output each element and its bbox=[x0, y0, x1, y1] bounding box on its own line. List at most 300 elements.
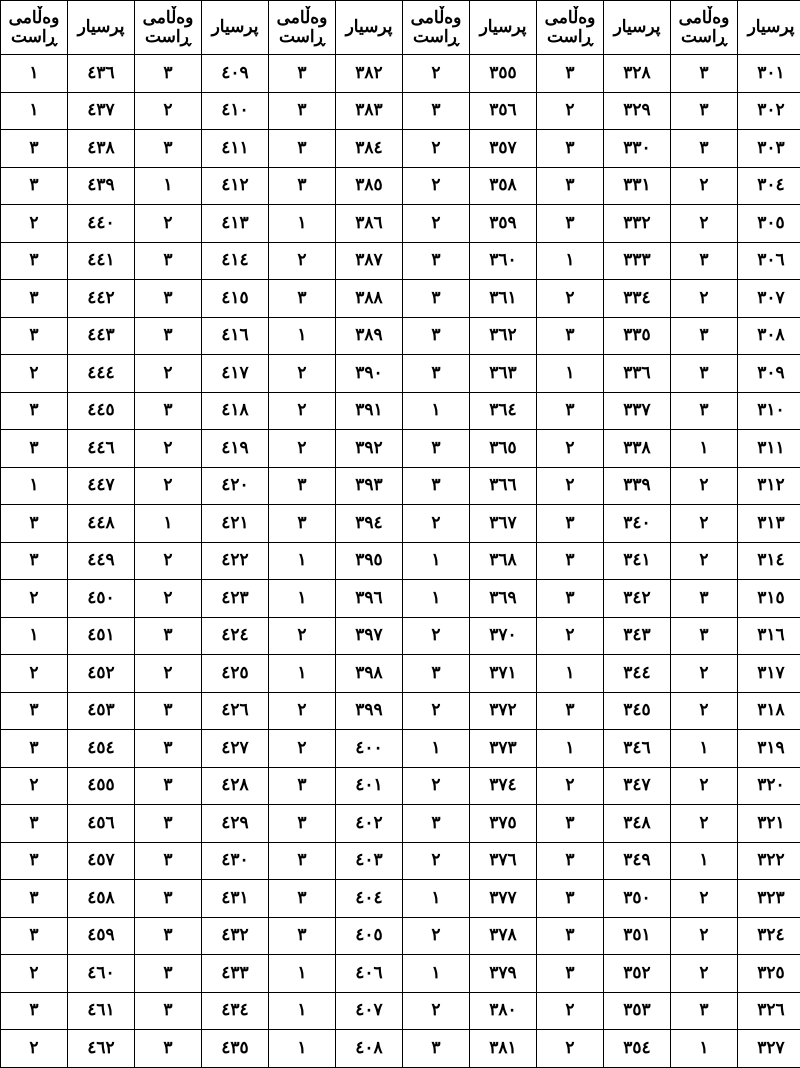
correct-answer-cell: ٢ bbox=[671, 880, 738, 918]
correct-answer-cell: ٢ bbox=[1, 1030, 68, 1068]
correct-answer-cell: ٢ bbox=[671, 467, 738, 505]
question-number-cell: ٣١٧ bbox=[738, 655, 800, 693]
question-number-cell: ٣٩٢ bbox=[336, 430, 403, 468]
question-number-cell: ٤٥١ bbox=[68, 617, 135, 655]
question-number-cell: ٤٣٣ bbox=[202, 955, 269, 993]
correct-answer-cell: ٣ bbox=[1, 730, 68, 768]
question-number-cell: ٤٠٩ bbox=[202, 55, 269, 93]
question-number-cell: ٣٧٤ bbox=[470, 767, 537, 805]
correct-answer-cell: ٢ bbox=[671, 692, 738, 730]
correct-answer-cell: ٣ bbox=[135, 617, 202, 655]
table-body bbox=[1, 55, 800, 1068]
question-number-cell: ٣٩٩ bbox=[336, 692, 403, 730]
correct-answer-cell: ٣ bbox=[135, 842, 202, 880]
answer-header: وەڵامی ڕاست bbox=[537, 1, 604, 55]
table-row bbox=[1, 92, 800, 130]
question-number-cell: ٤٢٧ bbox=[202, 730, 269, 768]
correct-answer-cell: ٢ bbox=[1, 355, 68, 393]
correct-answer-cell: ٣ bbox=[671, 317, 738, 355]
correct-answer-cell: ٢ bbox=[1, 655, 68, 693]
table-row bbox=[1, 955, 800, 993]
correct-answer-cell: ٢ bbox=[403, 617, 470, 655]
question-number-cell: ٤٤١ bbox=[68, 242, 135, 280]
correct-answer-cell: ٣ bbox=[135, 805, 202, 843]
question-number-cell: ٣٤٤ bbox=[604, 655, 671, 693]
correct-answer-cell: ٢ bbox=[671, 767, 738, 805]
question-number-cell: ٣٤٩ bbox=[604, 842, 671, 880]
question-number-cell: ٣٢٠ bbox=[738, 767, 800, 805]
question-number-cell: ٣٠٣ bbox=[738, 130, 800, 168]
correct-answer-cell: ٢ bbox=[403, 167, 470, 205]
question-number-cell: ٣٨٣ bbox=[336, 92, 403, 130]
correct-answer-cell: ٣ bbox=[537, 880, 604, 918]
question-number-cell: ٣١٥ bbox=[738, 580, 800, 618]
correct-answer-cell: ٣ bbox=[671, 242, 738, 280]
correct-answer-cell: ٣ bbox=[269, 805, 336, 843]
question-number-cell: ٣٦١ bbox=[470, 280, 537, 318]
question-number-cell: ٤٢٢ bbox=[202, 542, 269, 580]
table-row bbox=[1, 655, 800, 693]
question-number-cell: ٣٠٢ bbox=[738, 92, 800, 130]
correct-answer-cell: ٣ bbox=[537, 167, 604, 205]
question-number-cell: ٤١٦ bbox=[202, 317, 269, 355]
correct-answer-cell: ٢ bbox=[403, 205, 470, 243]
question-number-cell: ٣٨٥ bbox=[336, 167, 403, 205]
correct-answer-cell: ٢ bbox=[671, 917, 738, 955]
correct-answer-cell: ٣ bbox=[671, 992, 738, 1030]
correct-answer-cell: ٣ bbox=[269, 767, 336, 805]
correct-answer-cell: ٣ bbox=[537, 55, 604, 93]
table-row bbox=[1, 805, 800, 843]
correct-answer-cell: ٣ bbox=[269, 467, 336, 505]
correct-answer-cell: ١ bbox=[403, 580, 470, 618]
correct-answer-cell: ٣ bbox=[1, 317, 68, 355]
table-row bbox=[1, 992, 800, 1030]
answer-header: وەڵامی ڕاست bbox=[671, 1, 738, 55]
correct-answer-cell: ٢ bbox=[135, 580, 202, 618]
question-number-cell: ٤٣٨ bbox=[68, 130, 135, 168]
header-row bbox=[1, 1, 800, 55]
correct-answer-cell: ٣ bbox=[537, 955, 604, 993]
question-number-cell: ٣٤٣ bbox=[604, 617, 671, 655]
question-number-cell: ٣٧٢ bbox=[470, 692, 537, 730]
question-number-cell: ٣٣٦ bbox=[604, 355, 671, 393]
question-number-cell: ٤٥٠ bbox=[68, 580, 135, 618]
correct-answer-cell: ٣ bbox=[135, 917, 202, 955]
question-number-cell: ٤١٢ bbox=[202, 167, 269, 205]
question-number-cell: ٤٢٨ bbox=[202, 767, 269, 805]
question-number-cell: ٣٨٧ bbox=[336, 242, 403, 280]
question-number-cell: ٣٥٠ bbox=[604, 880, 671, 918]
correct-answer-cell: ٣ bbox=[671, 580, 738, 618]
correct-answer-cell: ٣ bbox=[135, 55, 202, 93]
question-number-cell: ٣٦٤ bbox=[470, 392, 537, 430]
question-number-cell: ٤١١ bbox=[202, 130, 269, 168]
question-number-cell: ٣٩١ bbox=[336, 392, 403, 430]
question-number-cell: ٤١٠ bbox=[202, 92, 269, 130]
table-row bbox=[1, 917, 800, 955]
correct-answer-cell: ٢ bbox=[135, 655, 202, 693]
answer-header: وەڵامی ڕاست bbox=[403, 1, 470, 55]
question-number-cell: ٣٨٤ bbox=[336, 130, 403, 168]
correct-answer-cell: ٣ bbox=[269, 917, 336, 955]
table-row bbox=[1, 880, 800, 918]
question-number-cell: ٣٩٤ bbox=[336, 505, 403, 543]
question-number-cell: ٤٢٩ bbox=[202, 805, 269, 843]
correct-answer-cell: ٢ bbox=[269, 730, 336, 768]
correct-answer-cell: ٣ bbox=[1, 430, 68, 468]
correct-answer-cell: ٢ bbox=[135, 467, 202, 505]
correct-answer-cell: ٣ bbox=[671, 392, 738, 430]
correct-answer-cell: ٣ bbox=[1, 880, 68, 918]
correct-answer-cell: ٣ bbox=[671, 130, 738, 168]
question-number-cell: ٣٦٦ bbox=[470, 467, 537, 505]
question-number-cell: ٤٥٧ bbox=[68, 842, 135, 880]
correct-answer-cell: ٣ bbox=[1, 805, 68, 843]
question-number-cell: ٤١٣ bbox=[202, 205, 269, 243]
question-number-cell: ٤٥٩ bbox=[68, 917, 135, 955]
correct-answer-cell: ٣ bbox=[269, 280, 336, 318]
correct-answer-cell: ٢ bbox=[403, 767, 470, 805]
question-number-cell: ٤٤٨ bbox=[68, 505, 135, 543]
question-number-cell: ٣١٣ bbox=[738, 505, 800, 543]
correct-answer-cell: ٣ bbox=[135, 692, 202, 730]
question-header: پرسیار bbox=[202, 1, 269, 55]
question-number-cell: ٣٩٥ bbox=[336, 542, 403, 580]
correct-answer-cell: ٣ bbox=[537, 842, 604, 880]
question-number-cell: ٣٨١ bbox=[470, 1030, 537, 1068]
correct-answer-cell: ٣ bbox=[135, 242, 202, 280]
question-number-cell: ٤٢١ bbox=[202, 505, 269, 543]
correct-answer-cell: ٣ bbox=[1, 542, 68, 580]
correct-answer-cell: ١ bbox=[671, 430, 738, 468]
question-number-cell: ٣٢٢ bbox=[738, 842, 800, 880]
question-number-cell: ٣٦٥ bbox=[470, 430, 537, 468]
question-number-cell: ٣٨٠ bbox=[470, 992, 537, 1030]
question-number-cell: ٤٠٢ bbox=[336, 805, 403, 843]
correct-answer-cell: ٢ bbox=[671, 655, 738, 693]
correct-answer-cell: ٣ bbox=[135, 955, 202, 993]
question-number-cell: ٣٣٠ bbox=[604, 130, 671, 168]
correct-answer-cell: ٢ bbox=[537, 430, 604, 468]
question-number-cell: ٤١٨ bbox=[202, 392, 269, 430]
question-header: پرسیار bbox=[68, 1, 135, 55]
correct-answer-cell: ٣ bbox=[135, 1030, 202, 1068]
correct-answer-cell: ١ bbox=[1, 92, 68, 130]
question-number-cell: ٤١٥ bbox=[202, 280, 269, 318]
question-number-cell: ٣٧٣ bbox=[470, 730, 537, 768]
correct-answer-cell: ٢ bbox=[269, 692, 336, 730]
correct-answer-cell: ٣ bbox=[135, 880, 202, 918]
question-number-cell: ٤١٩ bbox=[202, 430, 269, 468]
question-number-cell: ٣٩٨ bbox=[336, 655, 403, 693]
question-number-cell: ٣٦٧ bbox=[470, 505, 537, 543]
correct-answer-cell: ٣ bbox=[403, 805, 470, 843]
question-number-cell: ٣٥٣ bbox=[604, 992, 671, 1030]
table-row bbox=[1, 542, 800, 580]
correct-answer-cell: ٣ bbox=[135, 130, 202, 168]
correct-answer-cell: ٣ bbox=[403, 280, 470, 318]
question-number-cell: ٣٣٩ bbox=[604, 467, 671, 505]
correct-answer-cell: ٣ bbox=[1, 992, 68, 1030]
question-number-cell: ٣١٤ bbox=[738, 542, 800, 580]
question-number-cell: ٣٦٢ bbox=[470, 317, 537, 355]
question-number-cell: ٣٨٩ bbox=[336, 317, 403, 355]
correct-answer-cell: ٣ bbox=[671, 617, 738, 655]
correct-answer-cell: ٣ bbox=[671, 55, 738, 93]
correct-answer-cell: ٣ bbox=[135, 392, 202, 430]
question-number-cell: ٣٠٦ bbox=[738, 242, 800, 280]
question-number-cell: ٤٠٠ bbox=[336, 730, 403, 768]
correct-answer-cell: ٣ bbox=[537, 205, 604, 243]
question-header: پرسیار bbox=[470, 1, 537, 55]
correct-answer-cell: ٢ bbox=[269, 242, 336, 280]
question-number-cell: ٣٨٨ bbox=[336, 280, 403, 318]
correct-answer-cell: ٣ bbox=[269, 880, 336, 918]
correct-answer-cell: ٣ bbox=[1, 392, 68, 430]
correct-answer-cell: ٣ bbox=[403, 655, 470, 693]
question-number-cell: ٤١٤ bbox=[202, 242, 269, 280]
question-number-cell: ٣٤٢ bbox=[604, 580, 671, 618]
correct-answer-cell: ١ bbox=[135, 505, 202, 543]
question-number-cell: ٣١٠ bbox=[738, 392, 800, 430]
question-number-cell: ٤٣٢ bbox=[202, 917, 269, 955]
question-number-cell: ٤٤٢ bbox=[68, 280, 135, 318]
question-number-cell: ٤٥٨ bbox=[68, 880, 135, 918]
question-number-cell: ٣٩٦ bbox=[336, 580, 403, 618]
correct-answer-cell: ٢ bbox=[537, 1030, 604, 1068]
correct-answer-cell: ١ bbox=[671, 730, 738, 768]
question-number-cell: ٣٨٦ bbox=[336, 205, 403, 243]
correct-answer-cell: ٢ bbox=[403, 917, 470, 955]
question-number-cell: ٣٢٦ bbox=[738, 992, 800, 1030]
question-number-cell: ٤٥٢ bbox=[68, 655, 135, 693]
correct-answer-cell: ٣ bbox=[269, 130, 336, 168]
correct-answer-cell: ٢ bbox=[537, 992, 604, 1030]
question-number-cell: ٤٣٥ bbox=[202, 1030, 269, 1068]
correct-answer-cell: ١ bbox=[269, 955, 336, 993]
correct-answer-cell: ٣ bbox=[403, 1030, 470, 1068]
question-number-cell: ٣٢٥ bbox=[738, 955, 800, 993]
question-number-cell: ٣٤٥ bbox=[604, 692, 671, 730]
table-row bbox=[1, 355, 800, 393]
question-number-cell: ٣١١ bbox=[738, 430, 800, 468]
correct-answer-cell: ٢ bbox=[269, 430, 336, 468]
question-number-cell: ٤٢٤ bbox=[202, 617, 269, 655]
question-number-cell: ٤٥٣ bbox=[68, 692, 135, 730]
question-number-cell: ٤٢٠ bbox=[202, 467, 269, 505]
question-number-cell: ٤٠٨ bbox=[336, 1030, 403, 1068]
table-row bbox=[1, 167, 800, 205]
question-number-cell: ٣٠٩ bbox=[738, 355, 800, 393]
question-number-cell: ٣٦٩ bbox=[470, 580, 537, 618]
correct-answer-cell: ٢ bbox=[537, 280, 604, 318]
table-row bbox=[1, 317, 800, 355]
question-number-cell: ٤٠٦ bbox=[336, 955, 403, 993]
question-number-cell: ٣٨٢ bbox=[336, 55, 403, 93]
correct-answer-cell: ١ bbox=[1, 617, 68, 655]
correct-answer-cell: ١ bbox=[1, 467, 68, 505]
correct-answer-cell: ٣ bbox=[1, 505, 68, 543]
question-number-cell: ٤٣١ bbox=[202, 880, 269, 918]
question-number-cell: ٤٦١ bbox=[68, 992, 135, 1030]
question-number-cell: ٣٩٧ bbox=[336, 617, 403, 655]
correct-answer-cell: ٣ bbox=[269, 505, 336, 543]
question-number-cell: ٤٣٧ bbox=[68, 92, 135, 130]
question-number-cell: ٣٢٣ bbox=[738, 880, 800, 918]
table-row bbox=[1, 730, 800, 768]
correct-answer-cell: ٢ bbox=[403, 992, 470, 1030]
question-number-cell: ٣٩٣ bbox=[336, 467, 403, 505]
question-number-cell: ٣٣٨ bbox=[604, 430, 671, 468]
correct-answer-cell: ٢ bbox=[135, 430, 202, 468]
question-number-cell: ٤٤٥ bbox=[68, 392, 135, 430]
correct-answer-cell: ٢ bbox=[1, 955, 68, 993]
question-number-cell: ٣٣١ bbox=[604, 167, 671, 205]
question-number-cell: ٣١٢ bbox=[738, 467, 800, 505]
question-number-cell: ٣٠٨ bbox=[738, 317, 800, 355]
table-row bbox=[1, 617, 800, 655]
correct-answer-cell: ٢ bbox=[269, 617, 336, 655]
question-number-cell: ٤٤٤ bbox=[68, 355, 135, 393]
correct-answer-cell: ٣ bbox=[537, 542, 604, 580]
question-number-cell: ٣٤٧ bbox=[604, 767, 671, 805]
table-row bbox=[1, 392, 800, 430]
question-number-cell: ٣٤٦ bbox=[604, 730, 671, 768]
correct-answer-cell: ٣ bbox=[1, 167, 68, 205]
correct-answer-cell: ١ bbox=[671, 1030, 738, 1068]
correct-answer-cell: ١ bbox=[537, 355, 604, 393]
question-number-cell: ٤٤٦ bbox=[68, 430, 135, 468]
correct-answer-cell: ٣ bbox=[537, 580, 604, 618]
question-number-cell: ٣٥٢ bbox=[604, 955, 671, 993]
question-number-cell: ٤٢٥ bbox=[202, 655, 269, 693]
question-number-cell: ٤٠٣ bbox=[336, 842, 403, 880]
question-number-cell: ٤٥٥ bbox=[68, 767, 135, 805]
correct-answer-cell: ١ bbox=[403, 955, 470, 993]
question-number-cell: ٣٠٤ bbox=[738, 167, 800, 205]
question-number-cell: ٤٦٠ bbox=[68, 955, 135, 993]
question-number-cell: ٣٧٦ bbox=[470, 842, 537, 880]
question-number-cell: ٣٤٨ bbox=[604, 805, 671, 843]
answer-header: وەڵامی ڕاست bbox=[135, 1, 202, 55]
question-number-cell: ٤٢٦ bbox=[202, 692, 269, 730]
question-number-cell: ٤٣٤ bbox=[202, 992, 269, 1030]
question-number-cell: ٤٠٧ bbox=[336, 992, 403, 1030]
correct-answer-cell: ٣ bbox=[537, 805, 604, 843]
correct-answer-cell: ٢ bbox=[1, 580, 68, 618]
correct-answer-cell: ٢ bbox=[403, 55, 470, 93]
question-number-cell: ٣٣٥ bbox=[604, 317, 671, 355]
correct-answer-cell: ٣ bbox=[403, 242, 470, 280]
correct-answer-cell: ٢ bbox=[671, 505, 738, 543]
correct-answer-cell: ١ bbox=[269, 655, 336, 693]
correct-answer-cell: ٣ bbox=[1, 692, 68, 730]
correct-answer-cell: ٢ bbox=[671, 205, 738, 243]
correct-answer-cell: ٣ bbox=[269, 55, 336, 93]
correct-answer-cell: ٣ bbox=[135, 767, 202, 805]
correct-answer-cell: ٣ bbox=[135, 992, 202, 1030]
question-number-cell: ٤٤٠ bbox=[68, 205, 135, 243]
correct-answer-cell: ٣ bbox=[135, 280, 202, 318]
correct-answer-cell: ٢ bbox=[403, 130, 470, 168]
question-number-cell: ٤٠٥ bbox=[336, 917, 403, 955]
table-row bbox=[1, 767, 800, 805]
table-row bbox=[1, 580, 800, 618]
question-number-cell: ٤٠٤ bbox=[336, 880, 403, 918]
question-number-cell: ٣٦٠ bbox=[470, 242, 537, 280]
correct-answer-cell: ٣ bbox=[1, 917, 68, 955]
question-number-cell: ٣٥٨ bbox=[470, 167, 537, 205]
table-row bbox=[1, 505, 800, 543]
table-row bbox=[1, 242, 800, 280]
question-number-cell: ٤٥٤ bbox=[68, 730, 135, 768]
question-number-cell: ٤٤٣ bbox=[68, 317, 135, 355]
question-number-cell: ٣٤١ bbox=[604, 542, 671, 580]
correct-answer-cell: ٢ bbox=[671, 955, 738, 993]
correct-answer-cell: ٣ bbox=[1, 130, 68, 168]
question-number-cell: ٣٦٣ bbox=[470, 355, 537, 393]
correct-answer-cell: ١ bbox=[671, 842, 738, 880]
question-number-cell: ٣٠١ bbox=[738, 55, 800, 93]
table-row bbox=[1, 280, 800, 318]
question-number-cell: ٣٧١ bbox=[470, 655, 537, 693]
question-number-cell: ٣٠٧ bbox=[738, 280, 800, 318]
table-row bbox=[1, 205, 800, 243]
question-number-cell: ٣٧٥ bbox=[470, 805, 537, 843]
question-number-cell: ٣٥٩ bbox=[470, 205, 537, 243]
correct-answer-cell: ١ bbox=[135, 167, 202, 205]
question-number-cell: ٣١٦ bbox=[738, 617, 800, 655]
question-number-cell: ٣٥٤ bbox=[604, 1030, 671, 1068]
correct-answer-cell: ٣ bbox=[135, 730, 202, 768]
question-number-cell: ٣٥٦ bbox=[470, 92, 537, 130]
correct-answer-cell: ٣ bbox=[537, 917, 604, 955]
correct-answer-cell: ٣ bbox=[403, 467, 470, 505]
question-header: پرسیار bbox=[604, 1, 671, 55]
correct-answer-cell: ١ bbox=[269, 992, 336, 1030]
question-number-cell: ٣٢٨ bbox=[604, 55, 671, 93]
question-number-cell: ٣٧٩ bbox=[470, 955, 537, 993]
answer-header: وەڵامی ڕاست bbox=[1, 1, 68, 55]
question-number-cell: ٤٣٩ bbox=[68, 167, 135, 205]
correct-answer-cell: ٣ bbox=[269, 167, 336, 205]
correct-answer-cell: ١ bbox=[403, 542, 470, 580]
correct-answer-cell: ٣ bbox=[1, 842, 68, 880]
correct-answer-cell: ٣ bbox=[537, 392, 604, 430]
question-number-cell: ٣١٩ bbox=[738, 730, 800, 768]
correct-answer-cell: ١ bbox=[269, 1030, 336, 1068]
correct-answer-cell: ٢ bbox=[403, 505, 470, 543]
correct-answer-cell: ٣ bbox=[671, 92, 738, 130]
correct-answer-cell: ٣ bbox=[671, 355, 738, 393]
correct-answer-cell: ٢ bbox=[537, 467, 604, 505]
question-number-cell: ٣٦٨ bbox=[470, 542, 537, 580]
correct-answer-cell: ١ bbox=[537, 730, 604, 768]
table-row bbox=[1, 130, 800, 168]
correct-answer-cell: ٢ bbox=[269, 355, 336, 393]
correct-answer-cell: ١ bbox=[537, 655, 604, 693]
correct-answer-cell: ٢ bbox=[671, 167, 738, 205]
correct-answer-cell: ١ bbox=[269, 580, 336, 618]
question-number-cell: ٤٣٠ bbox=[202, 842, 269, 880]
correct-answer-cell: ٢ bbox=[135, 205, 202, 243]
question-number-cell: ٣٧٨ bbox=[470, 917, 537, 955]
correct-answer-cell: ٢ bbox=[671, 542, 738, 580]
correct-answer-cell: ١ bbox=[269, 205, 336, 243]
table-row bbox=[1, 1030, 800, 1068]
correct-answer-cell: ٣ bbox=[537, 505, 604, 543]
